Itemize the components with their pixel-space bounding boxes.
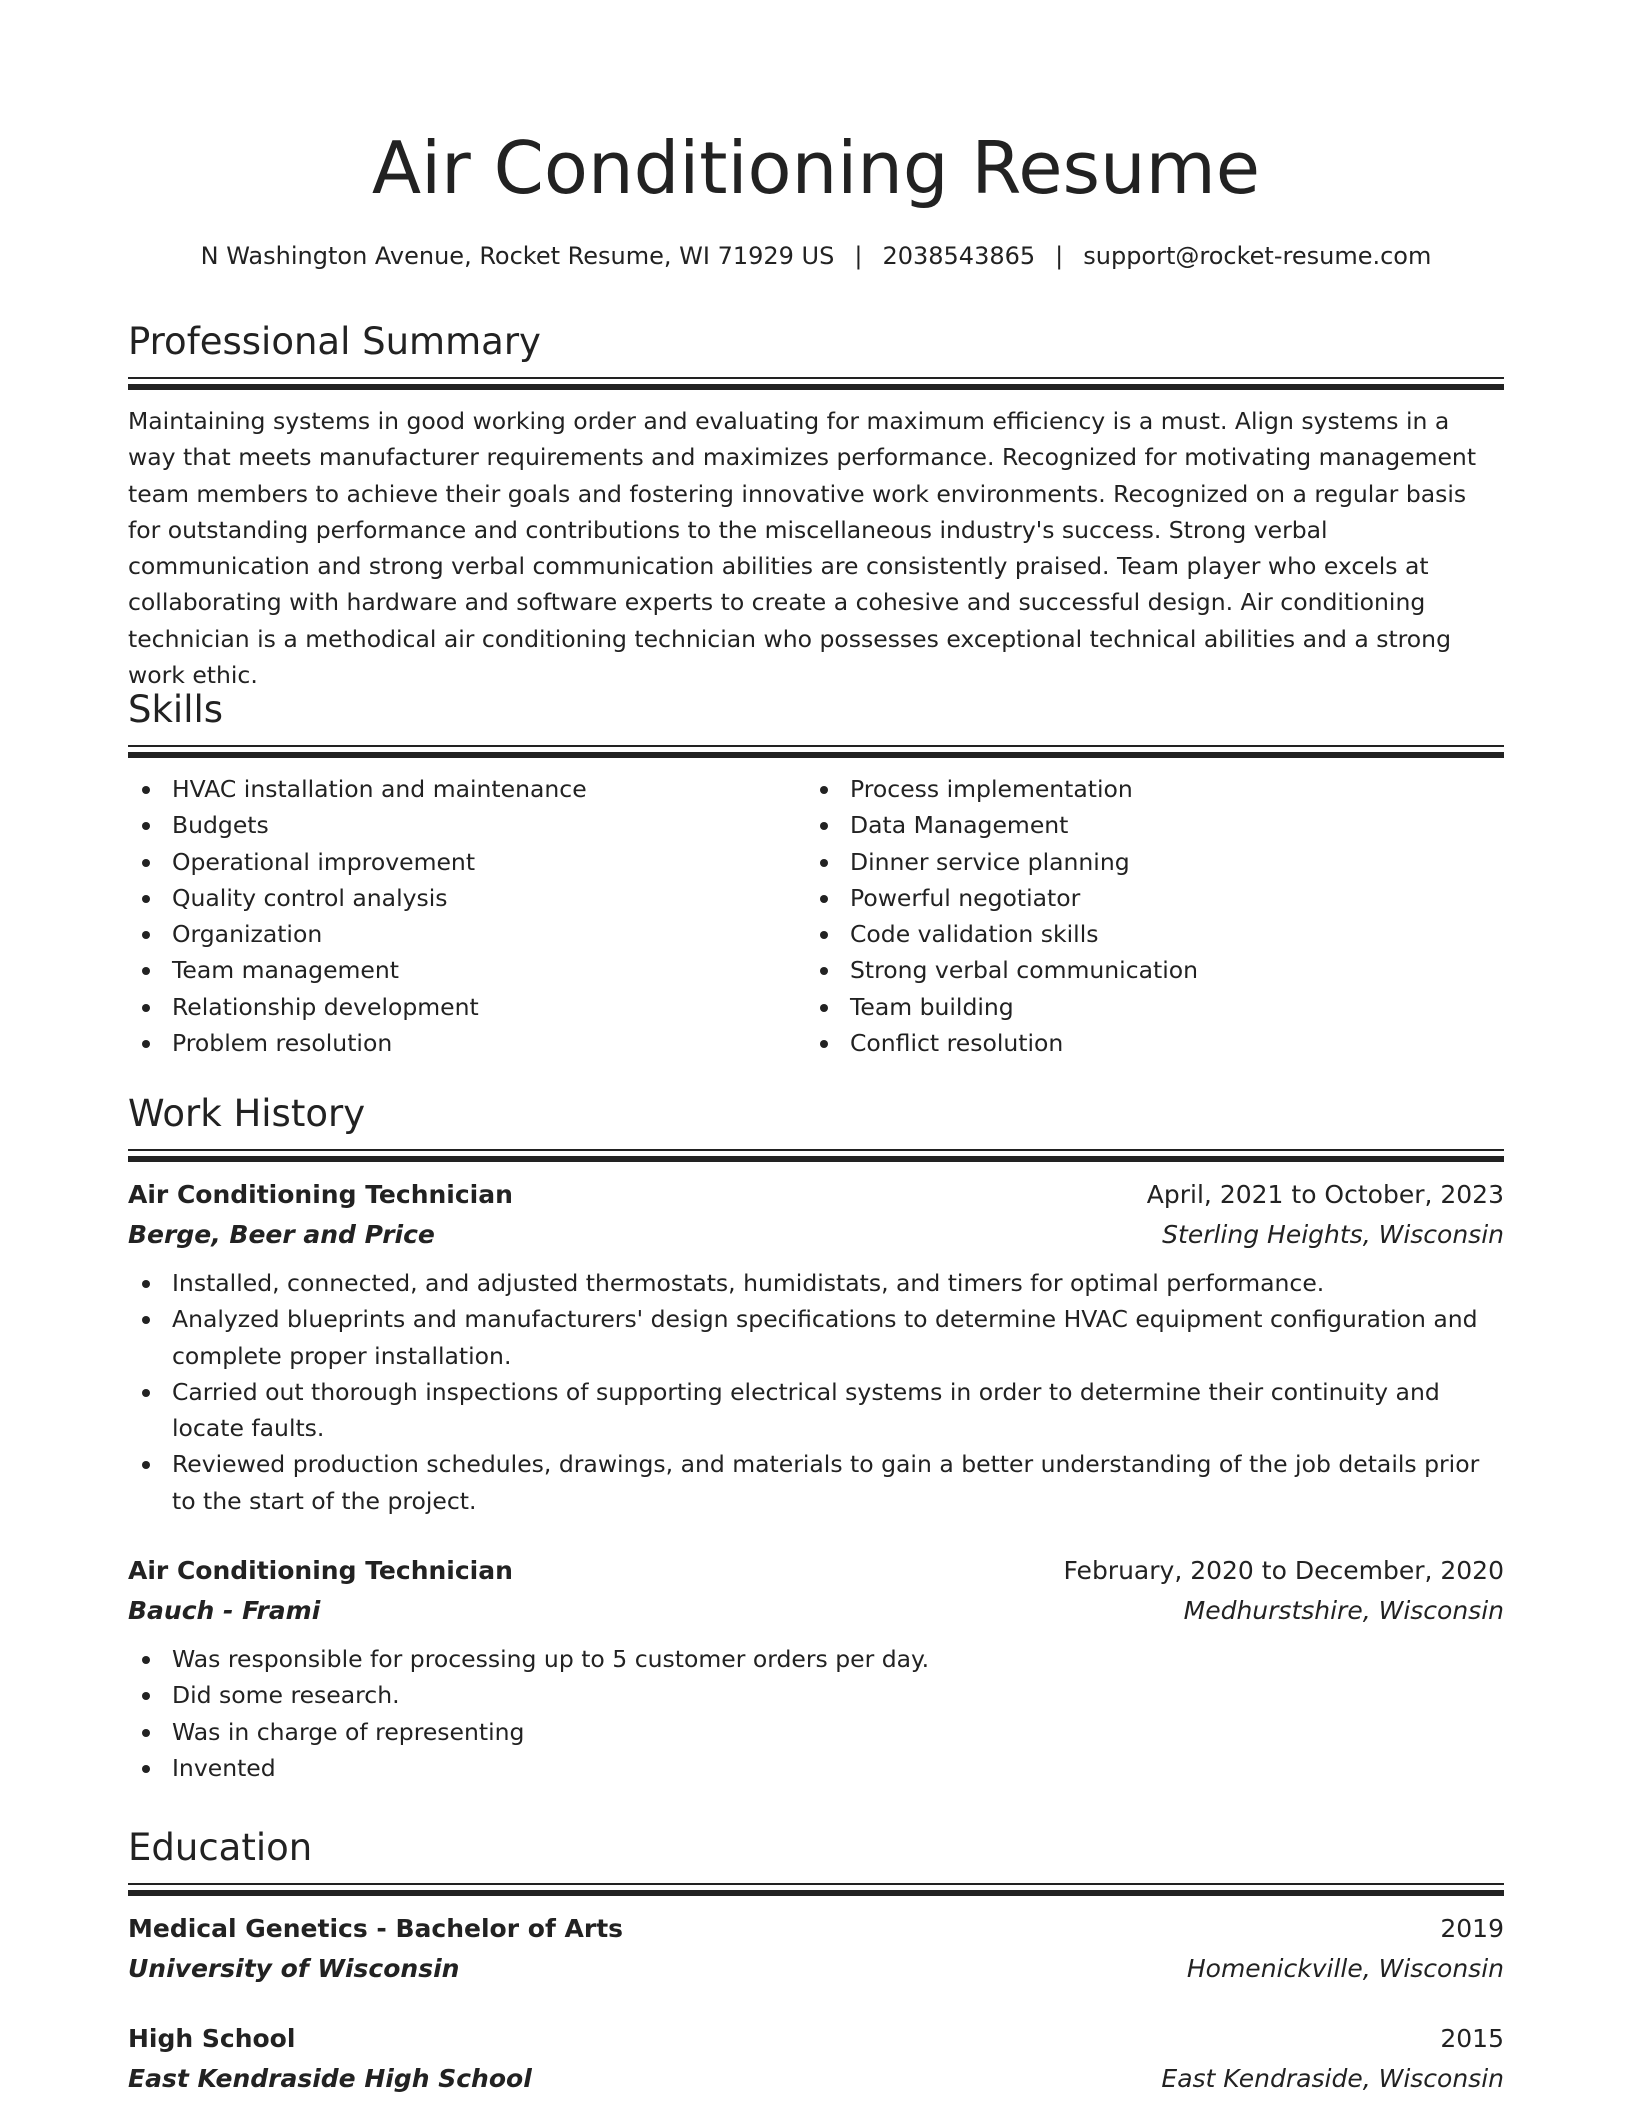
contact-separator: | <box>854 242 863 270</box>
skill-item: Powerful negotiator <box>806 880 1484 916</box>
skill-item: Code validation skills <box>806 916 1484 952</box>
job-bullet: Reviewed production schedules, drawings, and materials to gain a better understanding of the job details prior to the start of the project. <box>128 1446 1504 1519</box>
contact-address: N Washington Avenue, Rocket Resume, WI 71929 US <box>200 242 835 270</box>
skills-left-list <box>128 771 806 1061</box>
skill-item: Team management <box>128 952 806 988</box>
job-title: Air Conditioning Technician <box>128 1180 513 1209</box>
job-bullet: Analyzed blueprints and manufacturers' design specifications to determine HVAC equipment configuration and complete proper installation. <box>128 1301 1504 1374</box>
resume-title: Air Conditioning Resume <box>371 126 1261 210</box>
job-location: Medhurstshire, Wisconsin <box>1183 1596 1504 1626</box>
job-bullets <box>128 1641 1504 1786</box>
skills-heading: Skills <box>128 688 224 731</box>
skill-item: Dinner service planning <box>806 844 1484 880</box>
job-bullets <box>128 1265 1504 1519</box>
contact-phone: 2038543865 <box>882 242 1036 270</box>
job-bullet: Was in charge of representing <box>128 1714 1504 1750</box>
skill-item: Problem resolution <box>128 1025 806 1061</box>
skill-item: Data Management <box>806 807 1484 843</box>
job-entry <box>128 1551 1504 1786</box>
job-bullet: Installed, connected, and adjusted thermostats, humidistats, and timers for optimal performance. <box>128 1265 1504 1301</box>
skill-item: Strong verbal communication <box>806 952 1484 988</box>
job-dates: February, 2020 to December, 2020 <box>1063 1556 1504 1586</box>
section-divider <box>128 377 1504 391</box>
contact-email: support@rocket-resume.com <box>1083 242 1432 270</box>
skill-item: Team building <box>806 989 1484 1025</box>
job-company: Bauch - Frami <box>128 1596 321 1626</box>
summary-section <box>128 317 1504 693</box>
job-company: Berge, Beer and Price <box>128 1220 435 1249</box>
skill-item: Quality control analysis <box>128 880 806 916</box>
education-degree: Medical Genetics - Bachelor of Arts <box>128 1914 624 1943</box>
job-bullet: Invented <box>128 1750 1504 1786</box>
job-title: Air Conditioning Technician <box>128 1556 513 1586</box>
summary-heading: Professional Summary <box>128 320 541 363</box>
job-location: Sterling Heights, Wisconsin <box>1162 1220 1504 1249</box>
job-entry <box>128 1175 1504 1519</box>
contact-line <box>128 238 1504 274</box>
skill-item: Relationship development <box>128 989 806 1025</box>
job-bullet: Carried out thorough inspections of supporting electrical systems in order to determine their continuity and locate faults. <box>128 1374 1504 1447</box>
education-year: 2019 <box>1440 1914 1504 1943</box>
work-history-section <box>128 1089 1504 1786</box>
education-year: 2015 <box>1440 2024 1504 2053</box>
job-dates: April, 2021 to October, 2023 <box>1146 1180 1504 1209</box>
education-location: East Kendraside, Wisconsin <box>1161 2064 1504 2093</box>
job-bullet: Did some research. <box>128 1677 1504 1713</box>
skills-right-list <box>806 771 1484 1061</box>
education-entry <box>128 1909 1504 1989</box>
education-location: Homenickville, Wisconsin <box>1186 1954 1504 1983</box>
education-degree: High School <box>128 2024 296 2053</box>
education-school: University of Wisconsin <box>128 1954 460 1983</box>
skill-item: HVAC installation and maintenance <box>128 771 806 807</box>
skill-item: Organization <box>128 916 806 952</box>
section-divider <box>128 745 1504 759</box>
education-school: East Kendraside High School <box>128 2064 532 2093</box>
work-history-heading: Work History <box>128 1092 366 1135</box>
skill-item: Budgets <box>128 807 806 843</box>
section-divider <box>128 1149 1504 1163</box>
skills-columns <box>128 771 1504 1061</box>
skill-item: Process implementation <box>806 771 1484 807</box>
education-heading: Education <box>128 1826 313 1869</box>
skill-item: Conflict resolution <box>806 1025 1484 1061</box>
education-section <box>128 1823 1504 2099</box>
skills-section <box>128 685 1504 1061</box>
skill-item: Operational improvement <box>128 844 806 880</box>
summary-text: Maintaining systems in good working order and evaluating for maximum efficiency is a must. Align systems in a way that meets manufacturer requirements and maximizes performance. Recognized for motivating management team members to achieve their goals and fostering innovative work environments. Recognized on a regular basis for outstanding performance and contributions to the miscellaneous industry's success. Strong verbal communication and strong verbal communication abilities are consistently praised. Team player who excels at collaborating with hardware and software experts to create a cohesive and successful design. Air conditioning technician is a methodical air conditioning technician who possesses exceptional technical abilities and a strong work ethic. <box>128 407 1477 690</box>
section-divider <box>128 1883 1504 1897</box>
education-entry <box>128 2019 1504 2099</box>
job-bullet: Was responsible for processing up to 5 customer orders per day. <box>128 1641 1504 1677</box>
contact-separator: | <box>1055 242 1064 270</box>
